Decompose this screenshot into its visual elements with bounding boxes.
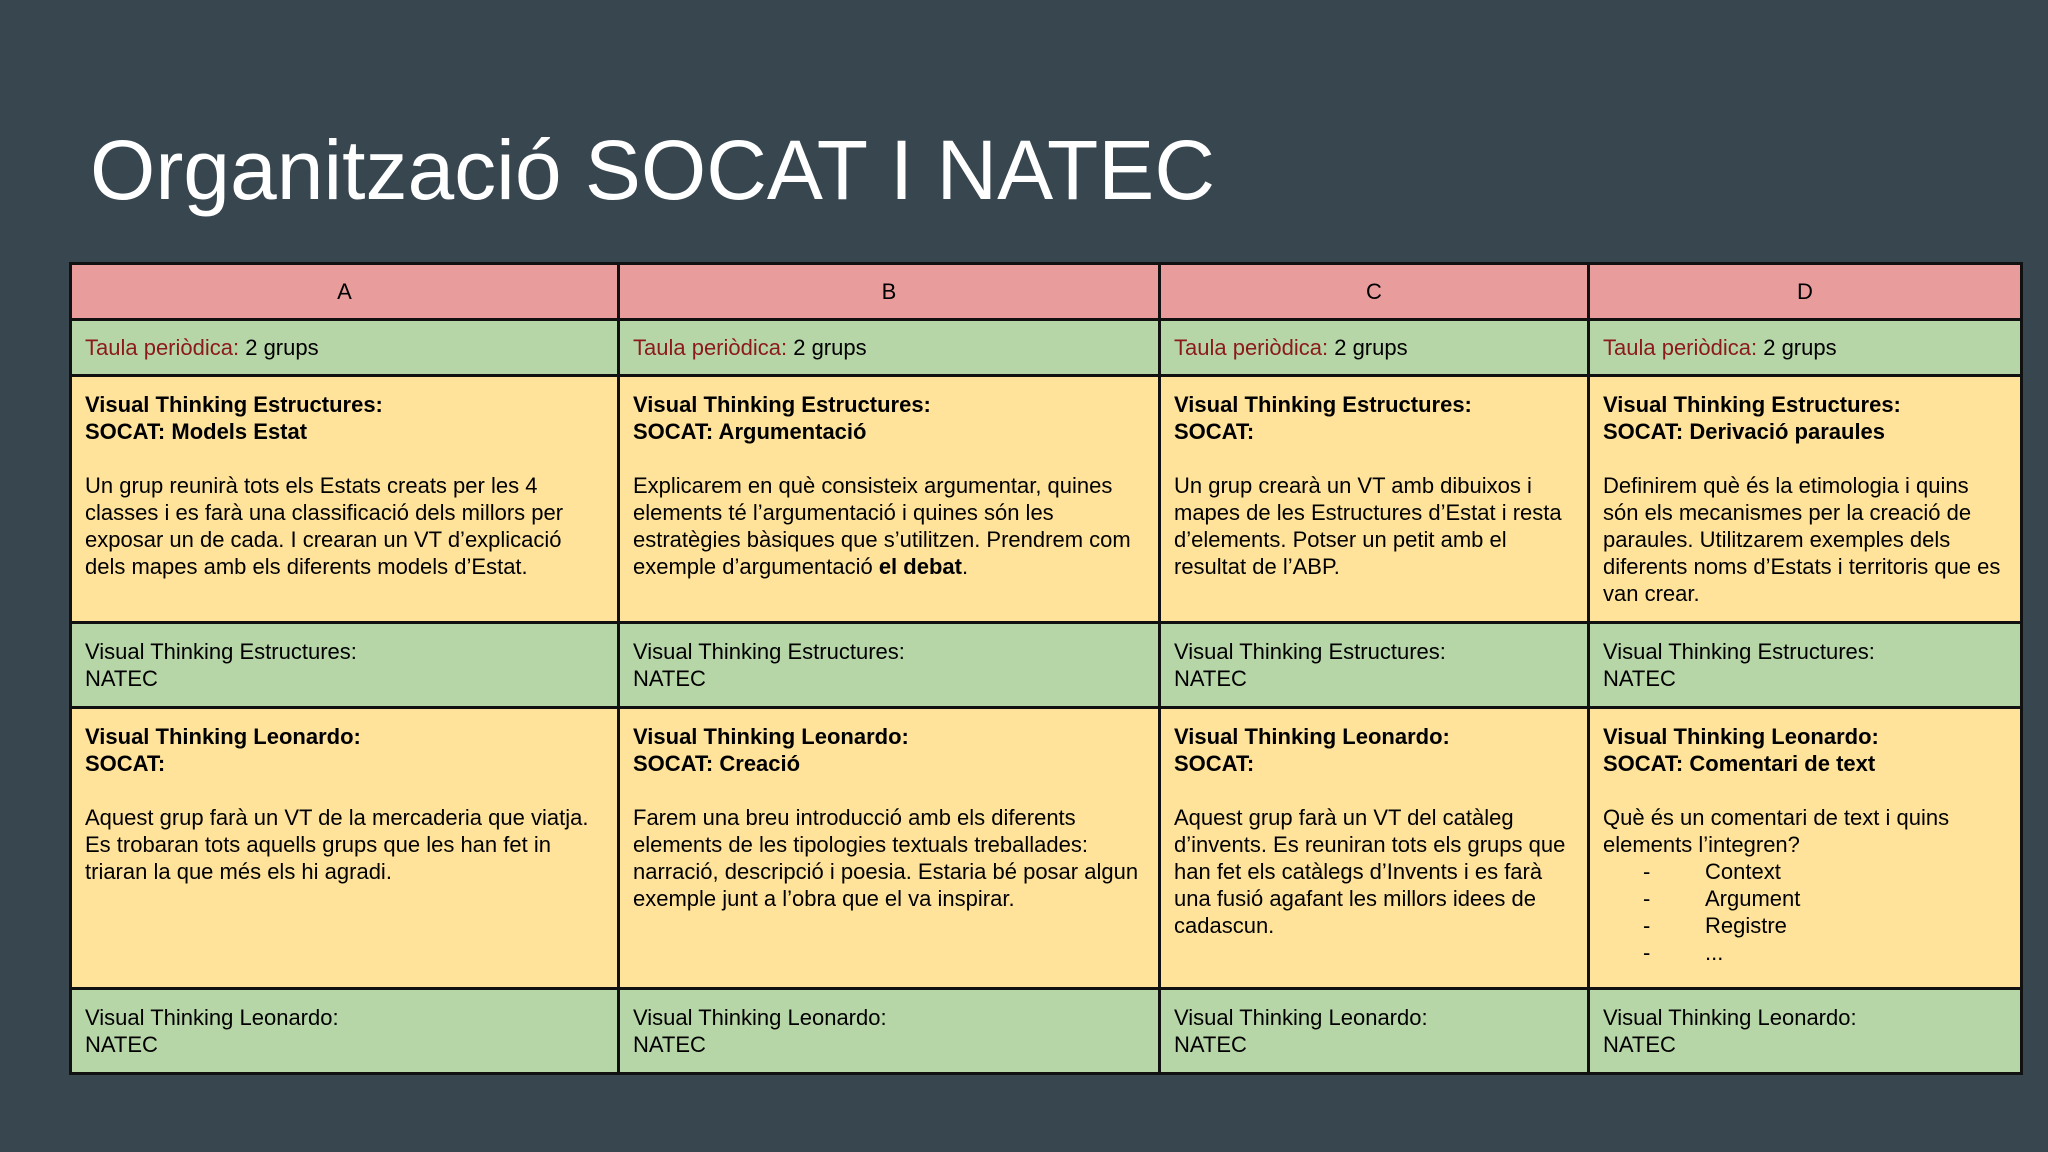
column-header-a: A	[71, 264, 619, 320]
cell-subheading: SOCAT:	[85, 751, 166, 776]
cell-subheading: SOCAT:	[1174, 419, 1255, 444]
slide-title: Organització SOCAT I NATEC	[90, 123, 1215, 217]
cell-taula-c	[1160, 320, 1589, 376]
cell-leonardo-natec-a	[71, 989, 619, 1074]
cell-estructures-d	[1589, 376, 2022, 623]
cell-heading: Visual Thinking Leonardo:	[1174, 724, 1450, 749]
cell-line: Visual Thinking Estructures:	[85, 639, 357, 664]
table-row-taula-periodica	[71, 320, 2022, 376]
taula-value: 2 grups	[239, 335, 319, 360]
cell-leonardo-natec-b	[619, 989, 1160, 1074]
comentari-list	[1603, 858, 2007, 966]
taula-label: Taula periòdica:	[1603, 335, 1758, 360]
cell-subheading: SOCAT: Derivació paraules	[1603, 419, 1886, 444]
cell-leonardo-a	[71, 708, 619, 989]
cell-estructures-c	[1160, 376, 1589, 623]
cell-line: NATEC	[1174, 1032, 1247, 1057]
cell-body	[633, 472, 1145, 580]
column-header-c: C	[1160, 264, 1589, 320]
cell-line: NATEC	[85, 666, 158, 691]
body-text-end: .	[961, 554, 969, 579]
cell-estructures-natec-c	[1160, 623, 1589, 708]
body-emphasis: el debat	[878, 554, 962, 579]
table-row-estructures-socat	[71, 376, 2022, 623]
cell-subheading: SOCAT: Models Estat	[85, 419, 308, 444]
cell-subheading: SOCAT: Creació	[633, 751, 801, 776]
list-item: - Argument	[1603, 885, 2007, 912]
taula-label: Taula periòdica:	[1174, 335, 1329, 360]
cell-body: Un grup reunirà tots els Estats creats per les 4 classes i es farà una classificació dels millors per exposar un de cada. I crearan un VT d’explicació dels mapes amb els diferents models d’Estat.	[85, 473, 564, 579]
table-row-estructures-natec	[71, 623, 2022, 708]
cell-leonardo-b	[619, 708, 1160, 989]
cell-line: Visual Thinking Estructures:	[633, 639, 905, 664]
cell-taula-d	[1589, 320, 2022, 376]
cell-line: NATEC	[1603, 666, 1676, 691]
cell-line: Visual Thinking Leonardo:	[633, 1005, 887, 1030]
organization-table	[69, 262, 2023, 1075]
cell-line: Visual Thinking Estructures:	[1174, 639, 1446, 664]
taula-label: Taula periòdica:	[85, 335, 240, 360]
column-header-d: D	[1589, 264, 2022, 320]
cell-heading: Visual Thinking Leonardo:	[1603, 724, 1879, 749]
cell-leonardo-c	[1160, 708, 1589, 989]
list-item: - ...	[1603, 939, 2007, 966]
cell-taula-b	[619, 320, 1160, 376]
cell-estructures-natec-b	[619, 623, 1160, 708]
cell-heading: Visual Thinking Estructures:	[633, 392, 931, 417]
cell-body: Aquest grup farà un VT del catàleg d’invents. Es reuniran tots els grups que han fet els catàlegs d’Invents i es farà una fusió agafant les millors idees de cadascun.	[1174, 805, 1566, 938]
cell-heading: Visual Thinking Leonardo:	[633, 724, 909, 749]
cell-leonardo-d	[1589, 708, 2022, 989]
cell-leonardo-natec-d	[1589, 989, 2022, 1074]
cell-line: NATEC	[633, 1032, 706, 1057]
taula-value: 2 grups	[1328, 335, 1408, 360]
cell-line: NATEC	[633, 666, 706, 691]
cell-body: Definirem què és la etimologia i quins són els mecanismes per la creació de paraules. Utilitzarem exemples dels diferents noms d’Estats i territoris que es van crear.	[1603, 473, 2001, 606]
cell-subheading: SOCAT: Argumentació	[633, 419, 867, 444]
cell-line: NATEC	[1174, 666, 1247, 691]
table-row-leonardo-natec	[71, 989, 2022, 1074]
cell-heading: Visual Thinking Estructures:	[85, 392, 383, 417]
cell-body: Un grup crearà un VT amb dibuixos i mapes de les Estructures d’Estat i resta d’elements. Potser un petit amb el resultat de l’ABP.	[1174, 473, 1562, 579]
taula-value: 2 grups	[1757, 335, 1837, 360]
cell-line: Visual Thinking Estructures:	[1603, 639, 1875, 664]
cell-taula-a	[71, 320, 619, 376]
cell-line: NATEC	[85, 1032, 158, 1057]
taula-label: Taula periòdica:	[633, 335, 788, 360]
cell-leonardo-natec-c	[1160, 989, 1589, 1074]
cell-subheading: SOCAT: Comentari de text	[1603, 751, 1876, 776]
cell-body: Aquest grup farà un VT de la mercaderia que viatja. Es trobaran tots aquells grups que les han fet in triaran la que més els hi agradi.	[85, 805, 589, 884]
body-text: Explicarem en què consisteix argumentar, quines elements té l’argumentació i quines són les estratègies bàsiques que s’utilitzen. Prendrem com exemple d’argumentació	[633, 473, 1131, 579]
cell-heading: Visual Thinking Leonardo:	[85, 724, 361, 749]
cell-estructures-b	[619, 376, 1160, 623]
cell-subheading: SOCAT:	[1174, 751, 1255, 776]
column-header-b: B	[619, 264, 1160, 320]
cell-heading: Visual Thinking Estructures:	[1603, 392, 1901, 417]
cell-line: Visual Thinking Leonardo:	[85, 1005, 339, 1030]
cell-body: Farem una breu introducció amb els diferents elements de les tipologies textuals treballades: narració, descripció i poesia. Estaria bé posar algun exemple junt a l’obra que el va inspirar.	[633, 805, 1139, 911]
cell-body: Què és un comentari de text i quins elements l’integren?	[1603, 805, 1950, 857]
table-header-row	[71, 264, 2022, 320]
cell-line: NATEC	[1603, 1032, 1676, 1057]
cell-line: Visual Thinking Leonardo:	[1174, 1005, 1428, 1030]
cell-estructures-natec-a	[71, 623, 619, 708]
table-row-leonardo-socat	[71, 708, 2022, 989]
taula-value: 2 grups	[787, 335, 867, 360]
list-item: - Registre	[1603, 912, 2007, 939]
cell-heading: Visual Thinking Estructures:	[1174, 392, 1472, 417]
cell-estructures-a	[71, 376, 619, 623]
cell-estructures-natec-d	[1589, 623, 2022, 708]
cell-line: Visual Thinking Leonardo:	[1603, 1005, 1857, 1030]
list-item: - Context	[1603, 858, 2007, 885]
